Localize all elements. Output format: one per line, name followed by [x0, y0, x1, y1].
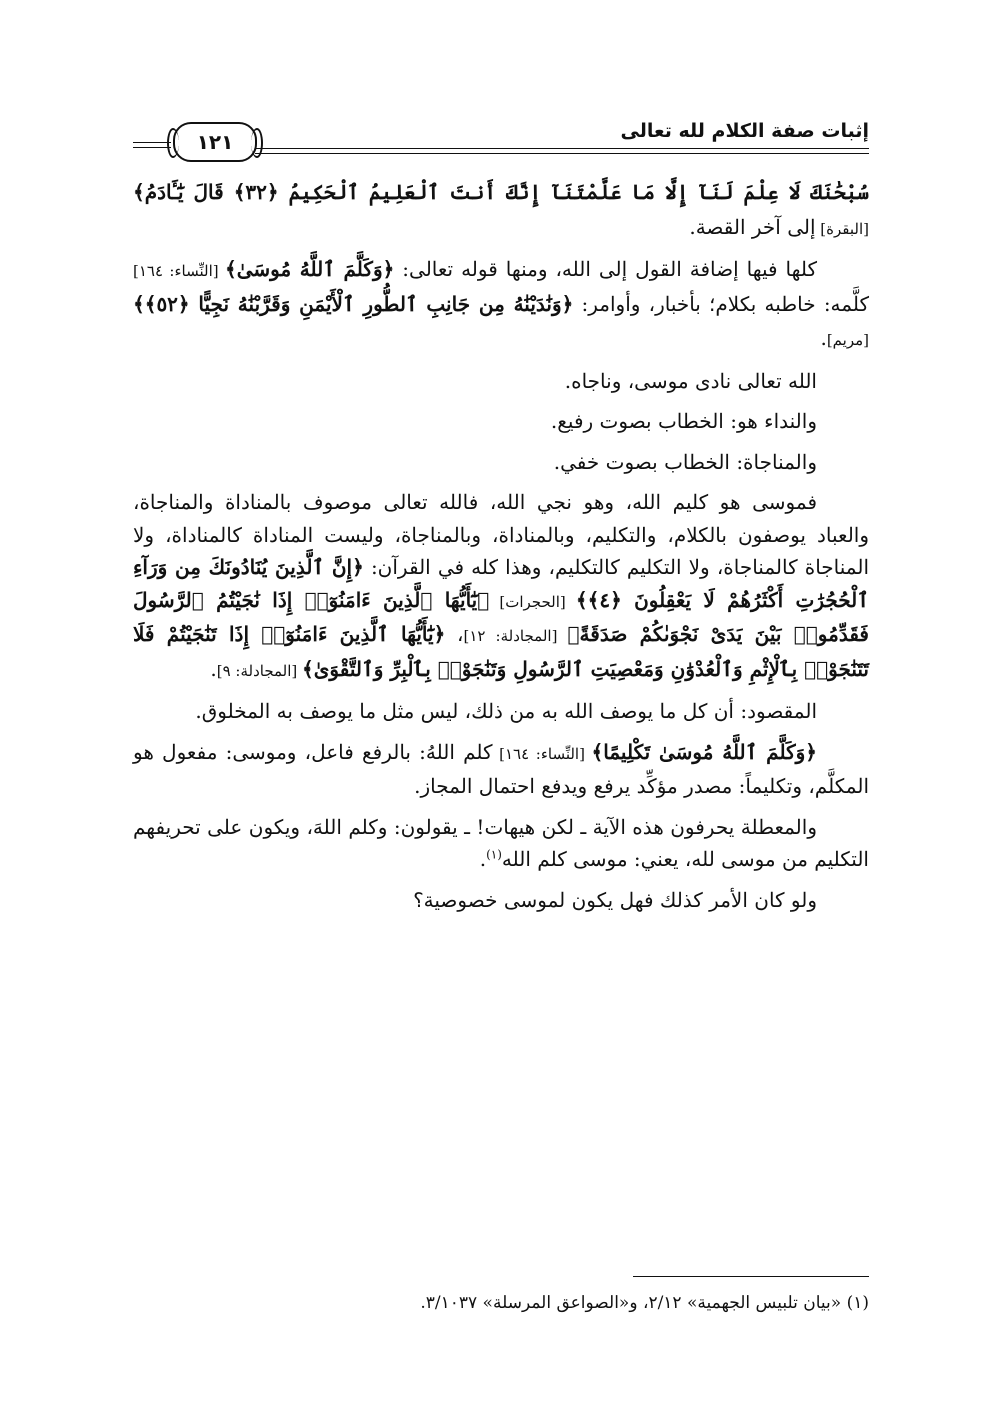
- quran-verse: ﴿وَكَلَّمَ ٱللَّهُ مُوسَىٰ﴾: [224, 257, 395, 281]
- paragraph: [133, 405, 869, 438]
- quran-verse: ﴿إِنَّ ٱلَّذِينَ يُنَادُونَكَ مِن وَرَآءِ ٱلْحُجُرَٰتِ أَكْثَرُهُمْ لَا يَعْقِلُونَ ﴿٤﴾﴾: [133, 555, 869, 612]
- paragraph-text: .: [210, 656, 217, 681]
- quran-verse: ﴿وَكَلَّمَ ٱللَّهُ مُوسَىٰ تَكْلِيمًا﴾: [591, 739, 817, 764]
- citation: [المجادلة: ١٢]: [463, 627, 568, 645]
- paragraph-text: كلها فيها إضافة القول إلى الله، ومنها قوله تعالى:: [394, 257, 818, 281]
- running-title: إثبات صفة الكلام لله تعالى: [620, 120, 869, 142]
- paragraph-text: ولو كان الأمر كذلك فهل يكون لموسى خصوصية؟: [413, 887, 817, 912]
- citation: [النِّساء: ١٦٤]: [133, 262, 225, 280]
- quran-verse: ﴿يَٰٓأَيُّهَا ٱلَّذِينَ ءَامَنُوٓا۟ إِذَا نَٰجَيْتُمُ ٱلرَّسُولَ فَقَدِّمُوا۟ بَيْنَ يَدَىْ نَجْوَىٰكُمْ صَدَقَةً﴾: [133, 587, 869, 646]
- paragraph-text: إلى آخر القصة.: [689, 214, 816, 239]
- paragraph-text: فموسى هو كليم الله، وهو نجي الله، فالله تعالى موصوف بالمناداة والمناجاة، والعباد يوصفون بالكلام، والتكليم، وبالمناداة، وبالمناجاة، وليست المناداة كالمناداة، ولا المناجاة كالمناجاة، ولا التكليم كالتكليم، وهذا كله في القرآن:: [133, 490, 869, 579]
- paragraph-text: .: [820, 326, 827, 350]
- paragraph-text: الله تعالى نادى موسى، وناجاه.: [564, 368, 817, 393]
- citation: [المجادلة: ٩]: [216, 661, 303, 680]
- quran-verse: ﴿وَنَٰدَيْنَٰهُ مِن جَانِبِ ٱلطُّورِ ٱلْأَيْمَنِ وَقَرَّبْنَٰهُ نَجِيًّا ﴿٥٢﴾﴾: [133, 291, 574, 316]
- header-rule-left-top: [133, 142, 171, 143]
- footnote: (١) «بيان تلبيس الجهمية» ٢/١٢، و«الصواعق المرسلة» ٣/١٠٣٧.: [420, 1293, 869, 1313]
- citation: [مريم]: [826, 331, 869, 349]
- footnote-marker: (١): [486, 847, 502, 862]
- paragraph: [133, 253, 869, 357]
- paragraph: [133, 176, 869, 245]
- paragraph-text: والمناجاة: الخطاب بصوت خفي.: [553, 449, 817, 474]
- quran-verse: ﴿يَٰٓأَيُّهَا ٱلَّذِينَ ءَامَنُوٓا۟ إِذَا تَنَٰجَيْتُمْ فَلَا تَتَنَٰجَوْا۟ بِٱلْإِثْمِ وَٱلْعُدْوَٰنِ وَمَعْصِيَتِ ٱلرَّسُولِ وَتَنَٰجَوْا۟ بِٱلْبِرِّ وَٱلتَّقْوَىٰ﴾: [133, 622, 869, 681]
- header-rule-left-bottom: [133, 147, 171, 148]
- paragraph: [133, 884, 869, 917]
- footnote-separator: [633, 1276, 869, 1277]
- paragraph: [133, 695, 869, 728]
- paragraph-text: كلَّمه: خاطبه بكلام؛ بأخبار، وأوامر:: [573, 291, 869, 316]
- paragraph: [133, 446, 869, 479]
- citation: [الحجرات]: [489, 592, 576, 611]
- page-number-badge: [173, 122, 257, 162]
- page-number: ١٢١: [196, 130, 234, 154]
- paragraph-text: ،: [445, 622, 464, 646]
- paragraph: [133, 736, 869, 803]
- citation: [النِّساء: ١٦٤]: [492, 744, 592, 763]
- paragraph: [133, 365, 869, 398]
- paragraph-text: والمعطلة يحرفون هذه الآية ـ لكن هيهات! ـ يقولون: وكلم اللهَ، ويكون على تحريفهم التكليم من موسى لله، يعني: موسى كلم الله: [133, 814, 869, 871]
- citation: [البقرة]: [815, 219, 869, 238]
- paragraph: [133, 486, 869, 687]
- paragraph-text: كلم اللهُ: بالرفع فاعل، وموسى: مفعول هو المكلَّم، وتكليماً: مصدر مؤكِّد يرفع ويدفع احتمال المجاز.: [133, 739, 869, 798]
- page-header: [133, 118, 869, 158]
- paragraph-text: المقصود: أن كل ما يوصف الله به من ذلك، ليس مثل ما يوصف به المخلوق.: [195, 699, 817, 723]
- paragraph-text: .: [479, 847, 487, 871]
- paragraph-text: والنداء هو: الخطاب بصوت رفيع.: [550, 409, 817, 433]
- body-text: [133, 176, 869, 924]
- quran-verse: سُبْحَٰنَكَ لَا عِلْمَ لَنَآ إِلَّا مَا عَلَّمْتَنَآ إِنَّكَ أَنتَ ٱلْعَلِيمُ ٱلْحَكِيمُ ﴿٣٢﴾ قَالَ يَٰٓـَٔادَمُ﴾: [133, 180, 870, 204]
- header-rule-right-top: [255, 148, 869, 149]
- paragraph: [133, 811, 869, 876]
- header-rule-right-bottom: [255, 153, 869, 154]
